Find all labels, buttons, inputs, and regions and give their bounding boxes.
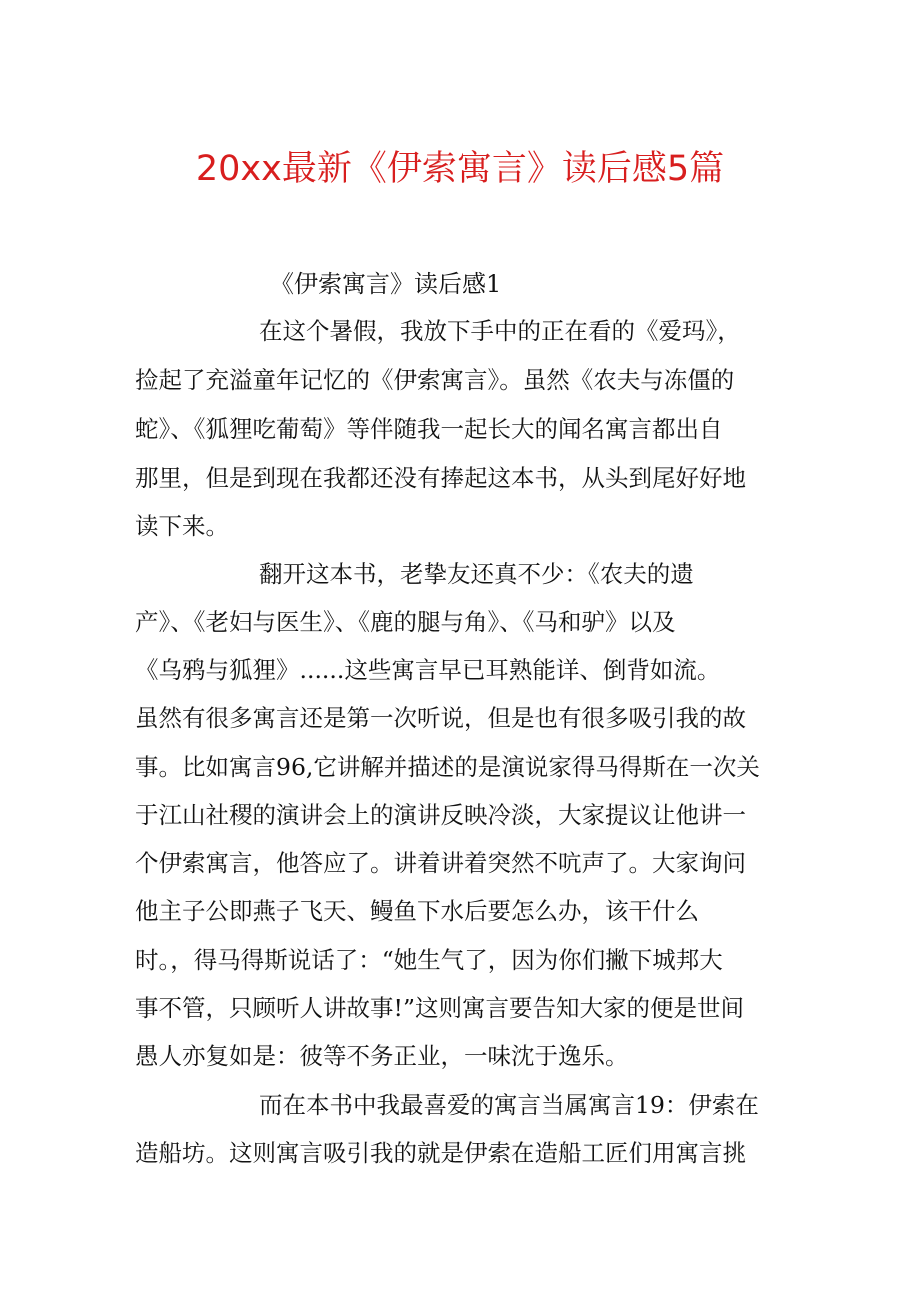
paragraph-line: 产》、《老妇与医生》、《鹿的腿与角》、《马和驴》以及 [135, 608, 676, 636]
paragraph-line: 蛇》、《狐狸吃葡萄》等伴随我一起长大的闻名寓言都出自 [135, 415, 723, 443]
paragraph-line: 时。，得马得斯说话了：“她生气了，因为你们撇下城邦大 [135, 946, 723, 974]
paragraph-line: 那里，但是到现在我都还没有捧起这本书，从头到尾好好地 [135, 464, 746, 492]
paragraph-line: 愚人亦复如是：彼等不务正业，一味沈于逸乐。 [135, 1042, 629, 1070]
paragraph-line: 他主子公即燕子飞天、鳗鱼下水后要怎么办，该干什么 [135, 897, 699, 925]
paragraph-line: 《乌鸦与狐狸》......这些寓言早已耳熟能详、倒背如流。 [135, 656, 721, 684]
paragraph-line: 事不管，只顾听人讲故事!”这则寓言要告知大家的便是世间 [135, 994, 744, 1022]
paragraph-line: 造船坊。这则寓言吸引我的就是伊索在造船工匠们用寓言挑 [135, 1139, 746, 1167]
paragraph-line: 个伊索寓言，他答应了。讲着讲着突然不吭声了。大家询问 [135, 849, 746, 877]
paragraph-line: 于江山社稷的演讲会上的演讲反映冷淡，大家提议让他讲一 [135, 801, 746, 829]
paragraph-line: 翻开这本书，老挚友还真不少：《农夫的遗 [259, 560, 694, 588]
document-title: 20xx最新《伊索寓言》读后感5篇 [195, 149, 725, 189]
paragraph-line: 捡起了充溢童年记忆的《伊索寓言》。虽然《农夫与冻僵的 [135, 366, 735, 394]
paragraph-line: 虽然有很多寓言还是第一次听说，但是也有很多吸引我的故 [135, 704, 746, 732]
section-heading: 《伊索寓言》读后感1 [270, 270, 502, 298]
paragraph-line: 在这个暑假，我放下手中的正在看的《爱玛》， [259, 317, 741, 345]
paragraph-line: 读下来。 [135, 512, 229, 540]
paragraph-line: 事。比如寓言96,它讲解并描述的是演说家得马得斯在一次关 [135, 753, 760, 781]
paragraph-line: 而在本书中我最喜爱的寓言当属寓言19：伊索在 [259, 1091, 759, 1119]
